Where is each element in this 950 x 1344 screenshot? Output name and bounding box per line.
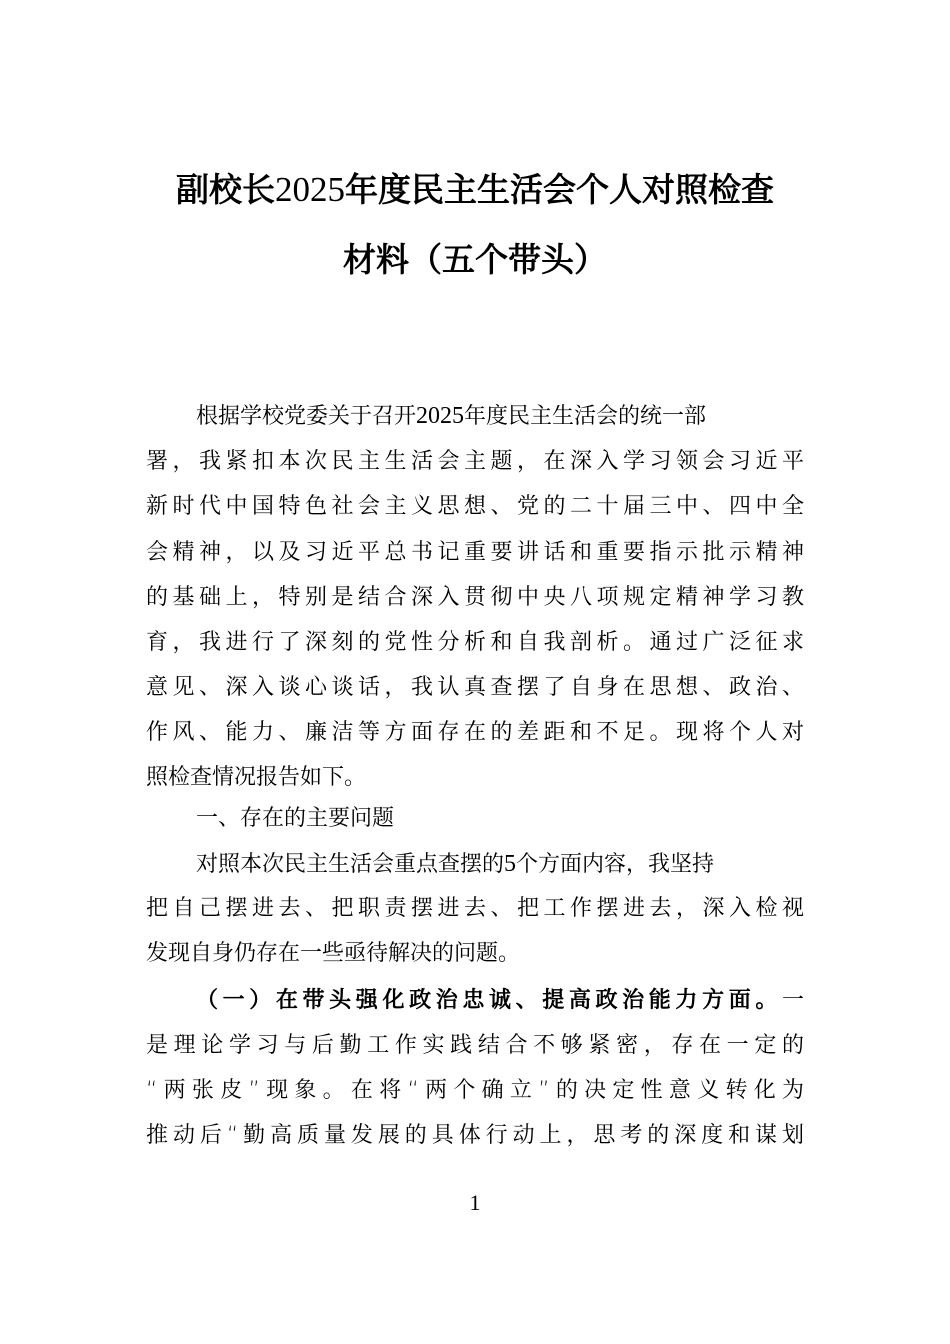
title-text: 年度民主生活会个人对照检查	[345, 170, 774, 209]
document-title-line-2: 材料（五个带头）	[343, 240, 607, 279]
text-span: 对照本次民主生活会重点查摆的	[196, 852, 505, 877]
subsection-paragraph-line: 是理论学习与后勤工作实践结合不够紧密，存在一定的	[146, 1033, 804, 1058]
text-span: 一	[781, 988, 804, 1013]
intro-paragraph-line	[196, 400, 834, 432]
text-span: 根据学校党委关于召开	[196, 404, 417, 429]
intro-paragraph-line: 意见、深入谈心谈话，我认真查摆了自身在思想、政治、	[146, 675, 804, 700]
subsection-paragraph-line: 推动后“勤高质量发展的具体行动上，思考的深度和谋划	[146, 1123, 804, 1148]
intro-paragraph-line: 署，我紧扣本次民主生活会主题，在深入学习领会习近平	[146, 449, 804, 474]
intro-paragraph-line: 的基础上，特别是结合深入贯彻中央八项规定精神学习教	[146, 585, 804, 610]
text-span: 年度民主生活会的统一部	[464, 404, 707, 429]
intro-paragraph-line: 照检查情况报告如下。	[146, 765, 367, 790]
page-number: 1	[469, 1190, 481, 1215]
section-paragraph-line	[196, 848, 834, 880]
text-span: 个方面内容，我坚持	[516, 852, 715, 877]
intro-paragraph-line: 会精神，以及习近平总书记重要讲话和重要指示批示精神	[146, 540, 804, 565]
subsection-lead: （一）在带头强化政治忠诚、提高政治能力方面。	[196, 987, 782, 1013]
intro-paragraph-line: 新时代中国特色社会主义思想、党的二十届三中、四中全	[146, 494, 804, 519]
document-title-line-1	[0, 170, 950, 210]
intro-paragraph-line: 作风、能力、廉洁等方面存在的差距和不足。现将个人对	[146, 720, 804, 745]
count-number: 5	[504, 851, 517, 877]
intro-paragraph-line: 育，我进行了深刻的党性分析和自我剖析。通过广泛征求	[146, 630, 804, 655]
section-paragraph-line: 发现自身仍存在一些亟待解决的问题。	[146, 941, 521, 966]
subsection-lead-line	[196, 984, 804, 1016]
title-text: 副校长	[176, 170, 275, 209]
year-number: 2025	[416, 403, 465, 429]
title-year: 2025	[275, 170, 345, 209]
subsection-paragraph-line: “两张皮”现象。在将“两个确立”的决定性意义转化为	[146, 1078, 804, 1103]
section-heading: 一、存在的主要问题	[196, 806, 395, 831]
section-paragraph-line: 把自己摆进去、把职责摆进去、把工作摆进去，深入检视	[146, 896, 804, 921]
